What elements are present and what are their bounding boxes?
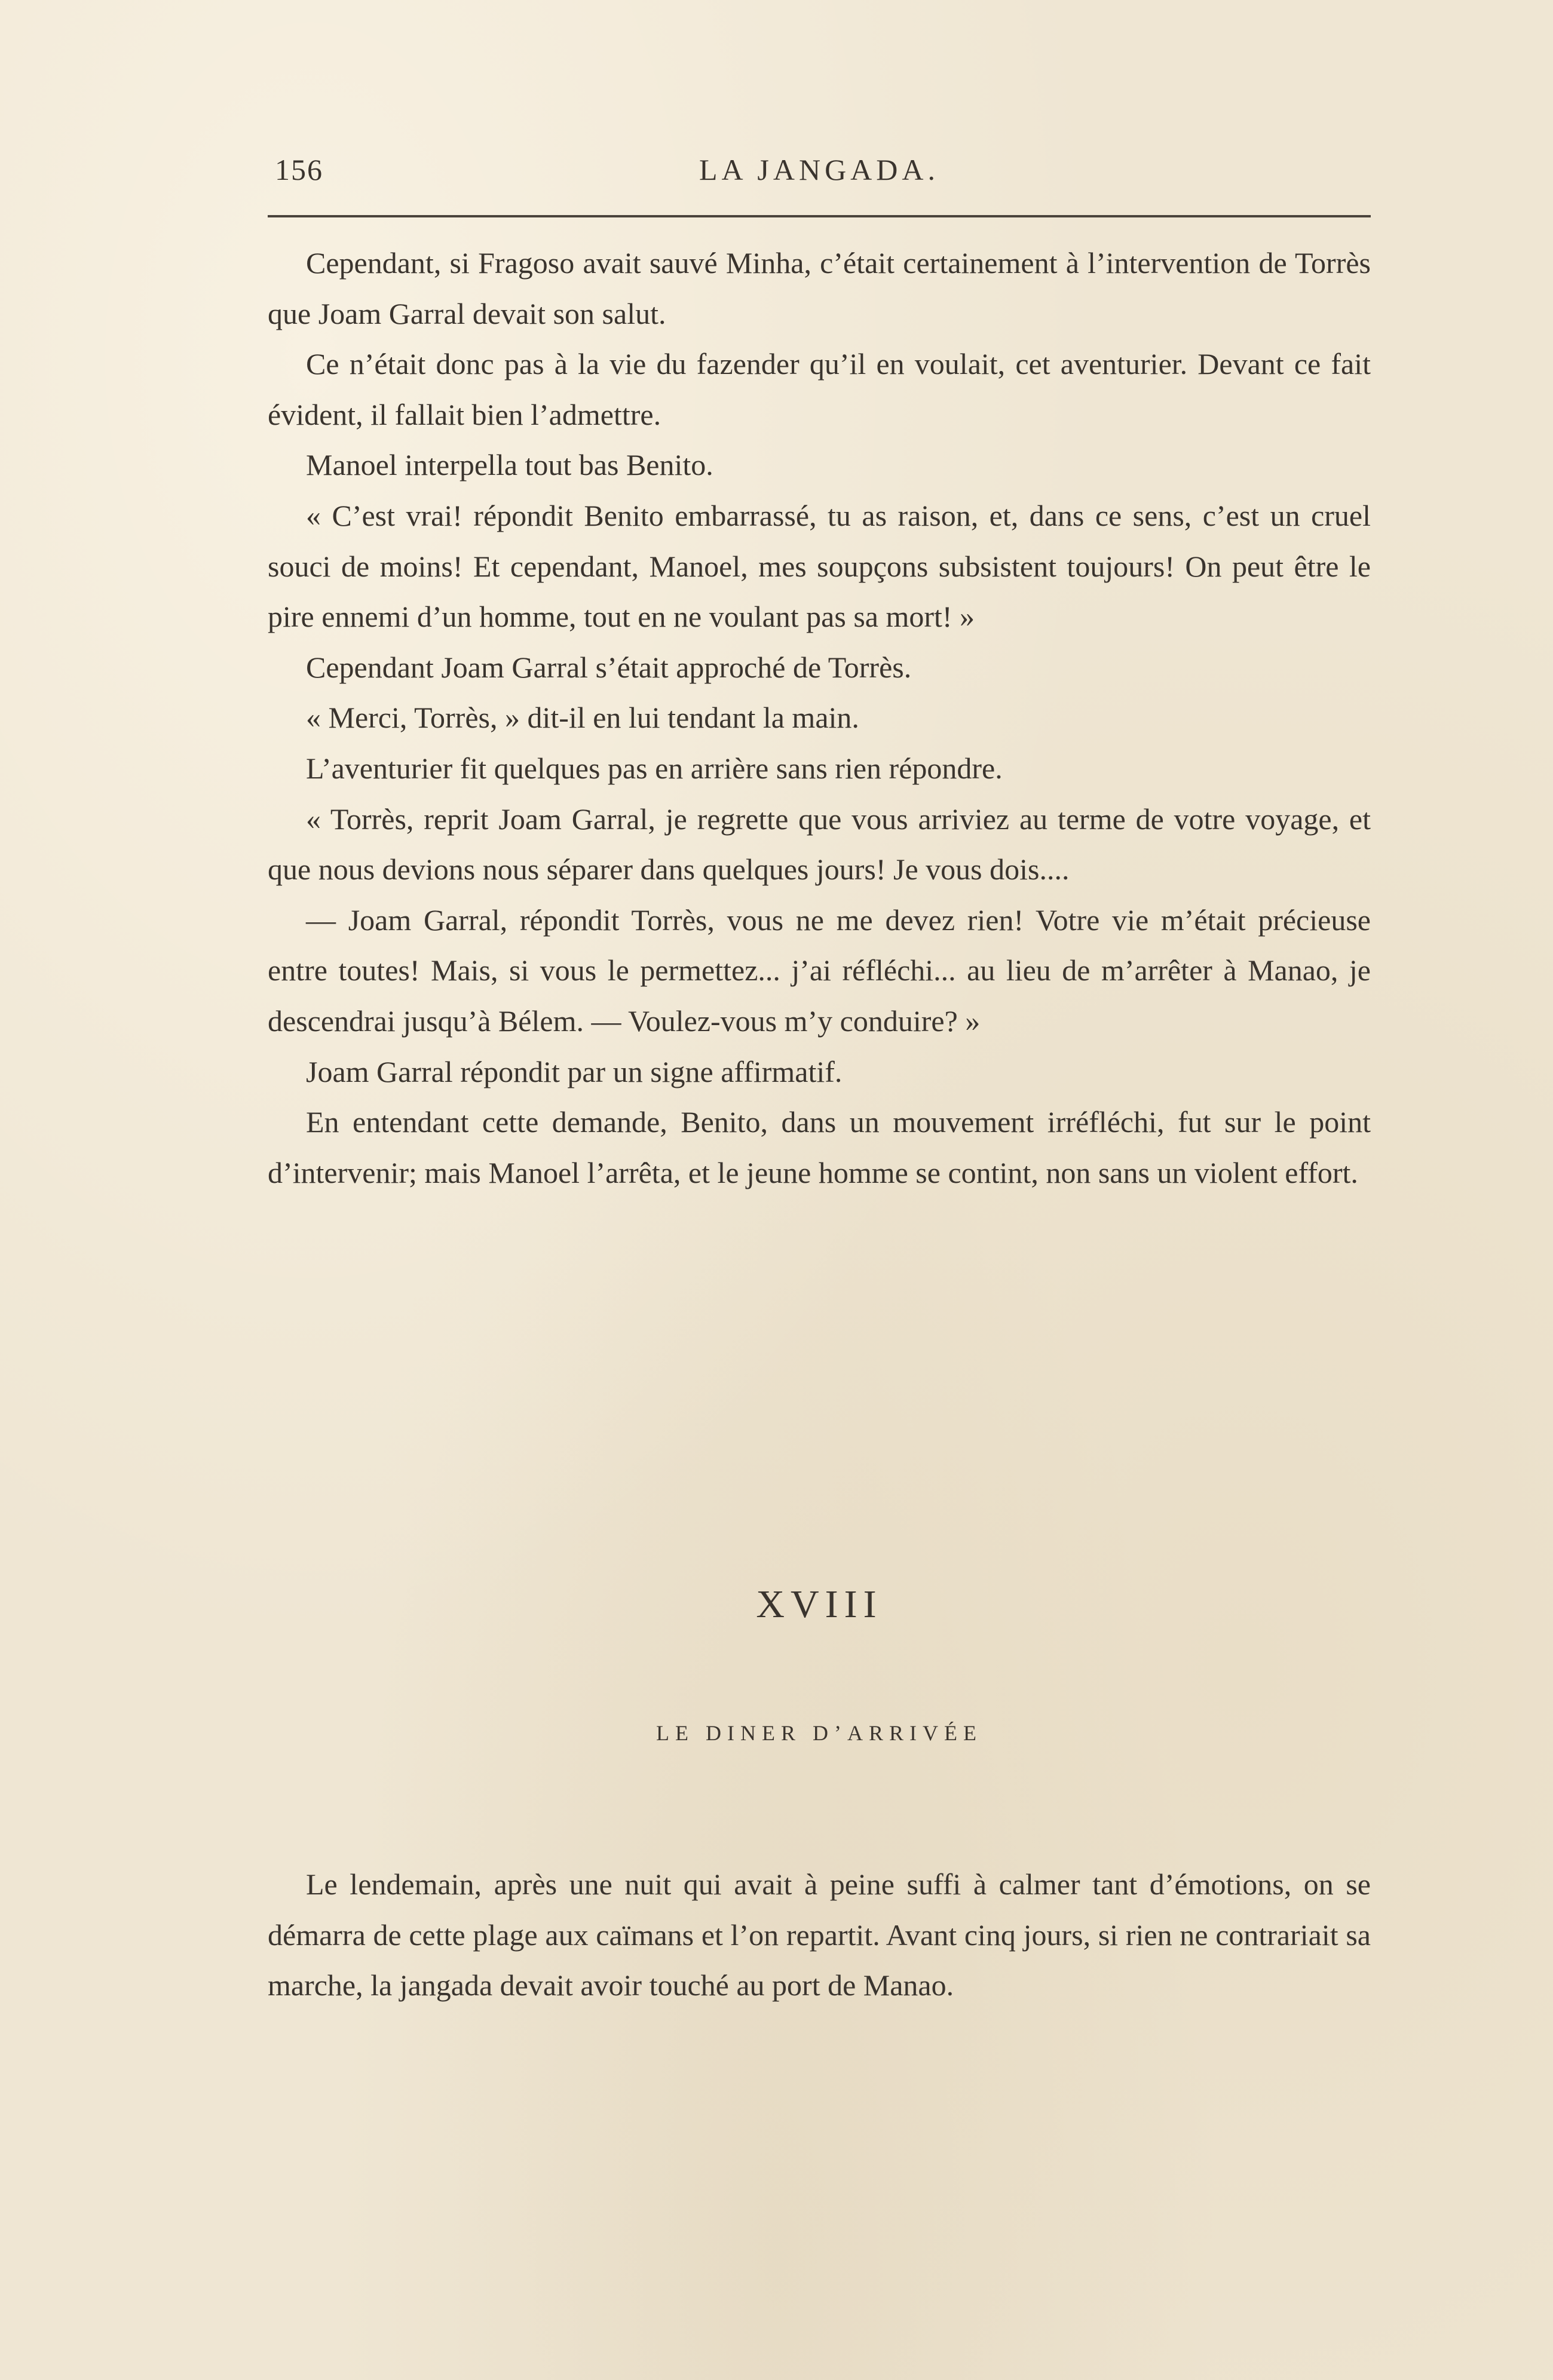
paragraph: L’aventurier fit quelques pas en arrière sans rien répondre. xyxy=(306,751,1003,785)
paragraph: « C’est vrai! répondit Benito embarrassé, tu as raison, et, dans ce sens, c’est un cruel souci de moins! Et cependant, Manoel, mes soupçons subsistent toujours! On peut être le pire ennemi d’un homme, tout en ne voulant pas sa mort! » xyxy=(268,498,1371,634)
running-title: LA JANGADA. xyxy=(699,153,939,186)
chapter-text xyxy=(268,1859,1371,2011)
page-number: 156 xyxy=(275,153,323,186)
paragraph: « Torrès, reprit Joam Garral, je regrette que vous arriviez au terme de votre voyage, et que nous devions nous séparer dans quelques jours! Je vous dois.... xyxy=(268,802,1371,887)
paragraph: « Merci, Torrès, » dit-il en lui tendant la main. xyxy=(306,701,859,735)
header-rule xyxy=(268,215,1371,217)
paragraph: Le lendemain, après une nuit qui avait à peine suffi à calmer tant d’émotions, on se démarra de cette plage aux caïmans et l’on repartit. Avant cinq jours, si rien ne contrariait sa marche, la jangada devait avoir touché au port de Manao. xyxy=(268,1867,1371,2002)
paragraph: Manoel interpella tout bas Benito. xyxy=(306,448,713,482)
paragraph: Cependant Joam Garral s’était approché de Torrès. xyxy=(306,650,912,684)
paragraph: — Joam Garral, répondit Torrès, vous ne me devez rien! Votre vie m’était précieuse entre toutes! Mais, si vous le permettez... j’ai réfléchi... au lieu de m’arrêter à Manao, je descendrai jusqu’à Bélem. — Voulez-vous m’y conduire? » xyxy=(268,903,1371,1038)
paragraph: Cependant, si Fragoso avait sauvé Minha, c’était certainement à l’intervention de Torrès que Joam Garral devait son salut. xyxy=(268,246,1371,330)
page-header xyxy=(268,152,1371,194)
paragraph: Joam Garral répondit par un signe affirmatif. xyxy=(306,1054,843,1088)
paragraph: Ce n’était donc pas à la vie du fazender qu’il en voulait, cet aventurier. Devant ce fait évident, il fallait bien l’admettre. xyxy=(268,347,1371,431)
body-text xyxy=(268,238,1371,1198)
chapter-number: XVIII xyxy=(756,1582,883,1626)
chapter-title: LE DINER D’ARRIVÉE xyxy=(656,1721,982,1745)
paragraph: En entendant cette demande, Benito, dans un mouvement irréfléchi, fut sur le point d’intervenir; mais Manoel l’arrêta, et le jeune homme se contint, non sans un violent effort. xyxy=(268,1105,1371,1189)
